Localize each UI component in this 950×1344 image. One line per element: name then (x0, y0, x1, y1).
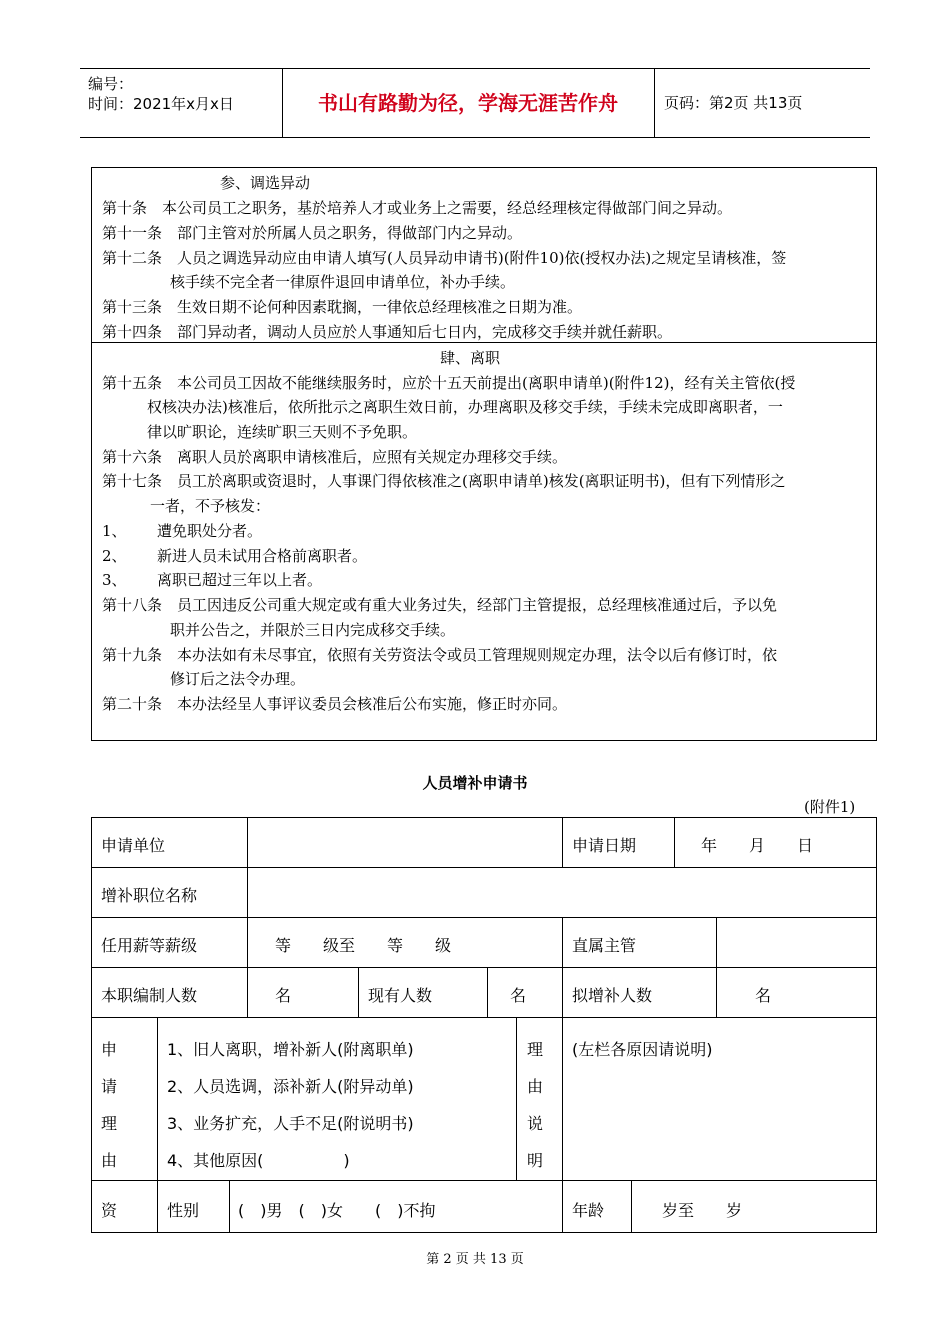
current-count-field[interactable] (487, 967, 563, 1018)
current-count-unit: 名 (510, 986, 527, 1005)
article-17-line2: 一者，不予核发： (150, 497, 271, 515)
supervisor-label-cell (562, 917, 717, 968)
grade-blank: 等 级至 等 级 (275, 936, 452, 955)
reason-char-2: 请 (101, 1077, 118, 1096)
section-4-title: 肆、离职 (440, 349, 501, 367)
article-10: 第十条 本公司员工之职务，基於培养人才或业务上之需要，经总经理核定得做部门间之异动。 (102, 199, 733, 217)
header-date: 时间：2021年x月x日 (88, 95, 234, 113)
item-1-number: 1、 (102, 522, 127, 540)
apply-unit-label-cell (91, 817, 248, 868)
header-code: 编号： (88, 75, 134, 93)
explain-char-2: 由 (527, 1077, 544, 1096)
apply-date-label-cell (562, 817, 675, 868)
article-20: 第二十条 本办法经呈人事评议委员会核准后公布实施，修正时亦同。 (102, 695, 568, 713)
article-15-line2: 权核决办法)核准后，依所批示之离职生效日前，办理离职及移交手续，手续未完成即离职者，一 (147, 398, 783, 416)
form-title: 人员增补申请书 (422, 774, 528, 792)
article-16: 第十六条 离职人员於离职申请核准后，应照有关规定办理移交手续。 (102, 448, 568, 466)
reason-char-4: 由 (101, 1151, 118, 1170)
explain-char-4: 明 (527, 1151, 544, 1170)
staff-quota-label-cell (91, 967, 248, 1018)
explain-note: (左栏各原因请说明) (572, 1040, 713, 1059)
form-annex: (附件1) (804, 798, 856, 816)
article-14: 第十四条 部门异动者，调动人员应於人事通知后七日内，完成移交手续并就任薪职。 (102, 323, 673, 341)
reason-char-1: 申 (101, 1040, 118, 1059)
gender-label: 性别 (167, 1201, 200, 1220)
gender-options-cell[interactable] (229, 1180, 563, 1233)
reason-options-cell[interactable] (157, 1017, 517, 1181)
reason-char-3: 理 (101, 1114, 118, 1133)
age-range: 岁至 岁 (662, 1201, 743, 1220)
apply-date-label: 申请日期 (572, 836, 637, 855)
age-range-field[interactable] (631, 1180, 877, 1233)
article-12-line2: 核手续不完全者一律原件退回申请单位，补办手续。 (170, 273, 516, 291)
article-13: 第十三条 生效日期不论何种因素耽搁，一律依总经理核准之日期为准。 (102, 298, 583, 316)
reason-option-4[interactable]: 4、其他原因( ) (167, 1151, 350, 1170)
staff-quota-field[interactable] (247, 967, 359, 1018)
header-page-info: 页码：第2页 共13页 (664, 94, 803, 112)
current-count-label: 现有人数 (368, 986, 433, 1005)
item-3-text: 离职已超过三年以上者。 (157, 571, 323, 589)
reason-option-1[interactable]: 1、旧人离职，增补新人(附离职单) (167, 1040, 414, 1059)
article-18-line1: 第十八条 员工因违反公司重大规定或有重大业务过失，经部门主管提报，总经理核准通过后，予以免 (102, 596, 778, 614)
salary-grade-label-cell (91, 917, 248, 968)
age-label: 年龄 (572, 1201, 605, 1220)
current-count-label-cell (358, 967, 488, 1018)
supervisor-field[interactable] (716, 917, 877, 968)
page-header (80, 68, 870, 138)
salary-grade-field[interactable] (247, 917, 563, 968)
planned-count-label: 拟增补人数 (572, 986, 653, 1005)
supervisor-label: 直属主管 (572, 936, 637, 955)
gender-options[interactable]: ( )男 ( )女 ( )不拘 (238, 1201, 436, 1220)
explain-char-1: 理 (527, 1040, 544, 1059)
item-1-text: 遭免职处分者。 (157, 522, 263, 540)
age-label-cell (562, 1180, 632, 1233)
header-meta (80, 69, 283, 137)
article-12-line1: 第十二条 人员之调选异动应由申请人填写(人员异动申请书)(附件10)依(授权办法)之规定呈请核准，签 (102, 249, 787, 267)
item-3-number: 3、 (102, 571, 127, 589)
position-name-label-cell (91, 867, 248, 918)
reason-option-2[interactable]: 2、人员选调，添补新人(附异动单) (167, 1077, 414, 1096)
gender-label-cell (157, 1180, 230, 1233)
salary-grade-label: 任用薪等薪级 (101, 936, 198, 955)
explain-field[interactable] (562, 1017, 877, 1181)
article-19-line2: 修订后之法令办理。 (170, 670, 306, 688)
staff-quota-unit: 名 (275, 986, 292, 1005)
position-name-label: 增补职位名称 (101, 886, 198, 905)
reason-label-cell (91, 1017, 158, 1181)
planned-count-unit: 名 (755, 986, 772, 1005)
article-18-line2: 职并公告之，并限於三日内完成移交手续。 (170, 621, 456, 639)
qual-label: 资 (101, 1201, 118, 1220)
item-2-number: 2、 (102, 547, 127, 565)
staff-quota-label: 本职编制人数 (101, 986, 198, 1005)
explain-char-3: 说 (527, 1114, 544, 1133)
article-19-line1: 第十九条 本办法如有未尽事宜，依照有关劳资法令或员工管理规则规定办理，法令以后有修订时，依 (102, 646, 778, 664)
article-15-line1: 第十五条 本公司员工因故不能继续服务时，应於十五天前提出(离职申请单)(附件12)，经有关主管依(授 (102, 374, 796, 392)
apply-unit-field[interactable] (247, 817, 563, 868)
apply-date-field[interactable] (674, 817, 877, 868)
reason-option-3[interactable]: 3、业务扩充，人手不足(附说明书) (167, 1114, 414, 1133)
article-11: 第十一条 部门主管对於所属人员之职务，得做部门内之异动。 (102, 224, 523, 242)
item-2-text: 新进人员未试用合格前离职者。 (157, 547, 368, 565)
date-blank: 年 月 日 (701, 836, 814, 855)
article-17-line1: 第十七条 员工於离职或资退时，人事课门得依核准之(离职申请单)核发(离职证明书)，但有下列情形之 (102, 472, 786, 490)
article-15-line3: 律以旷职论，连续旷职三天则不予免职。 (147, 423, 418, 441)
staff-request-form (91, 817, 877, 1233)
qual-label-cell (91, 1180, 158, 1233)
section-divider (92, 342, 876, 343)
explain-label-cell (516, 1017, 563, 1181)
section-3-title: 参、调选异动 (220, 174, 311, 192)
position-name-field[interactable] (247, 867, 877, 918)
page-footer: 第 2 页 共 13 页 (426, 1252, 524, 1267)
regulations-box (91, 167, 877, 741)
apply-unit-label: 申请单位 (101, 836, 166, 855)
header-motto: 书山有路勤为径，学海无涯苦作舟 (282, 69, 655, 137)
planned-count-label-cell (562, 967, 717, 1018)
planned-count-field[interactable] (716, 967, 877, 1018)
